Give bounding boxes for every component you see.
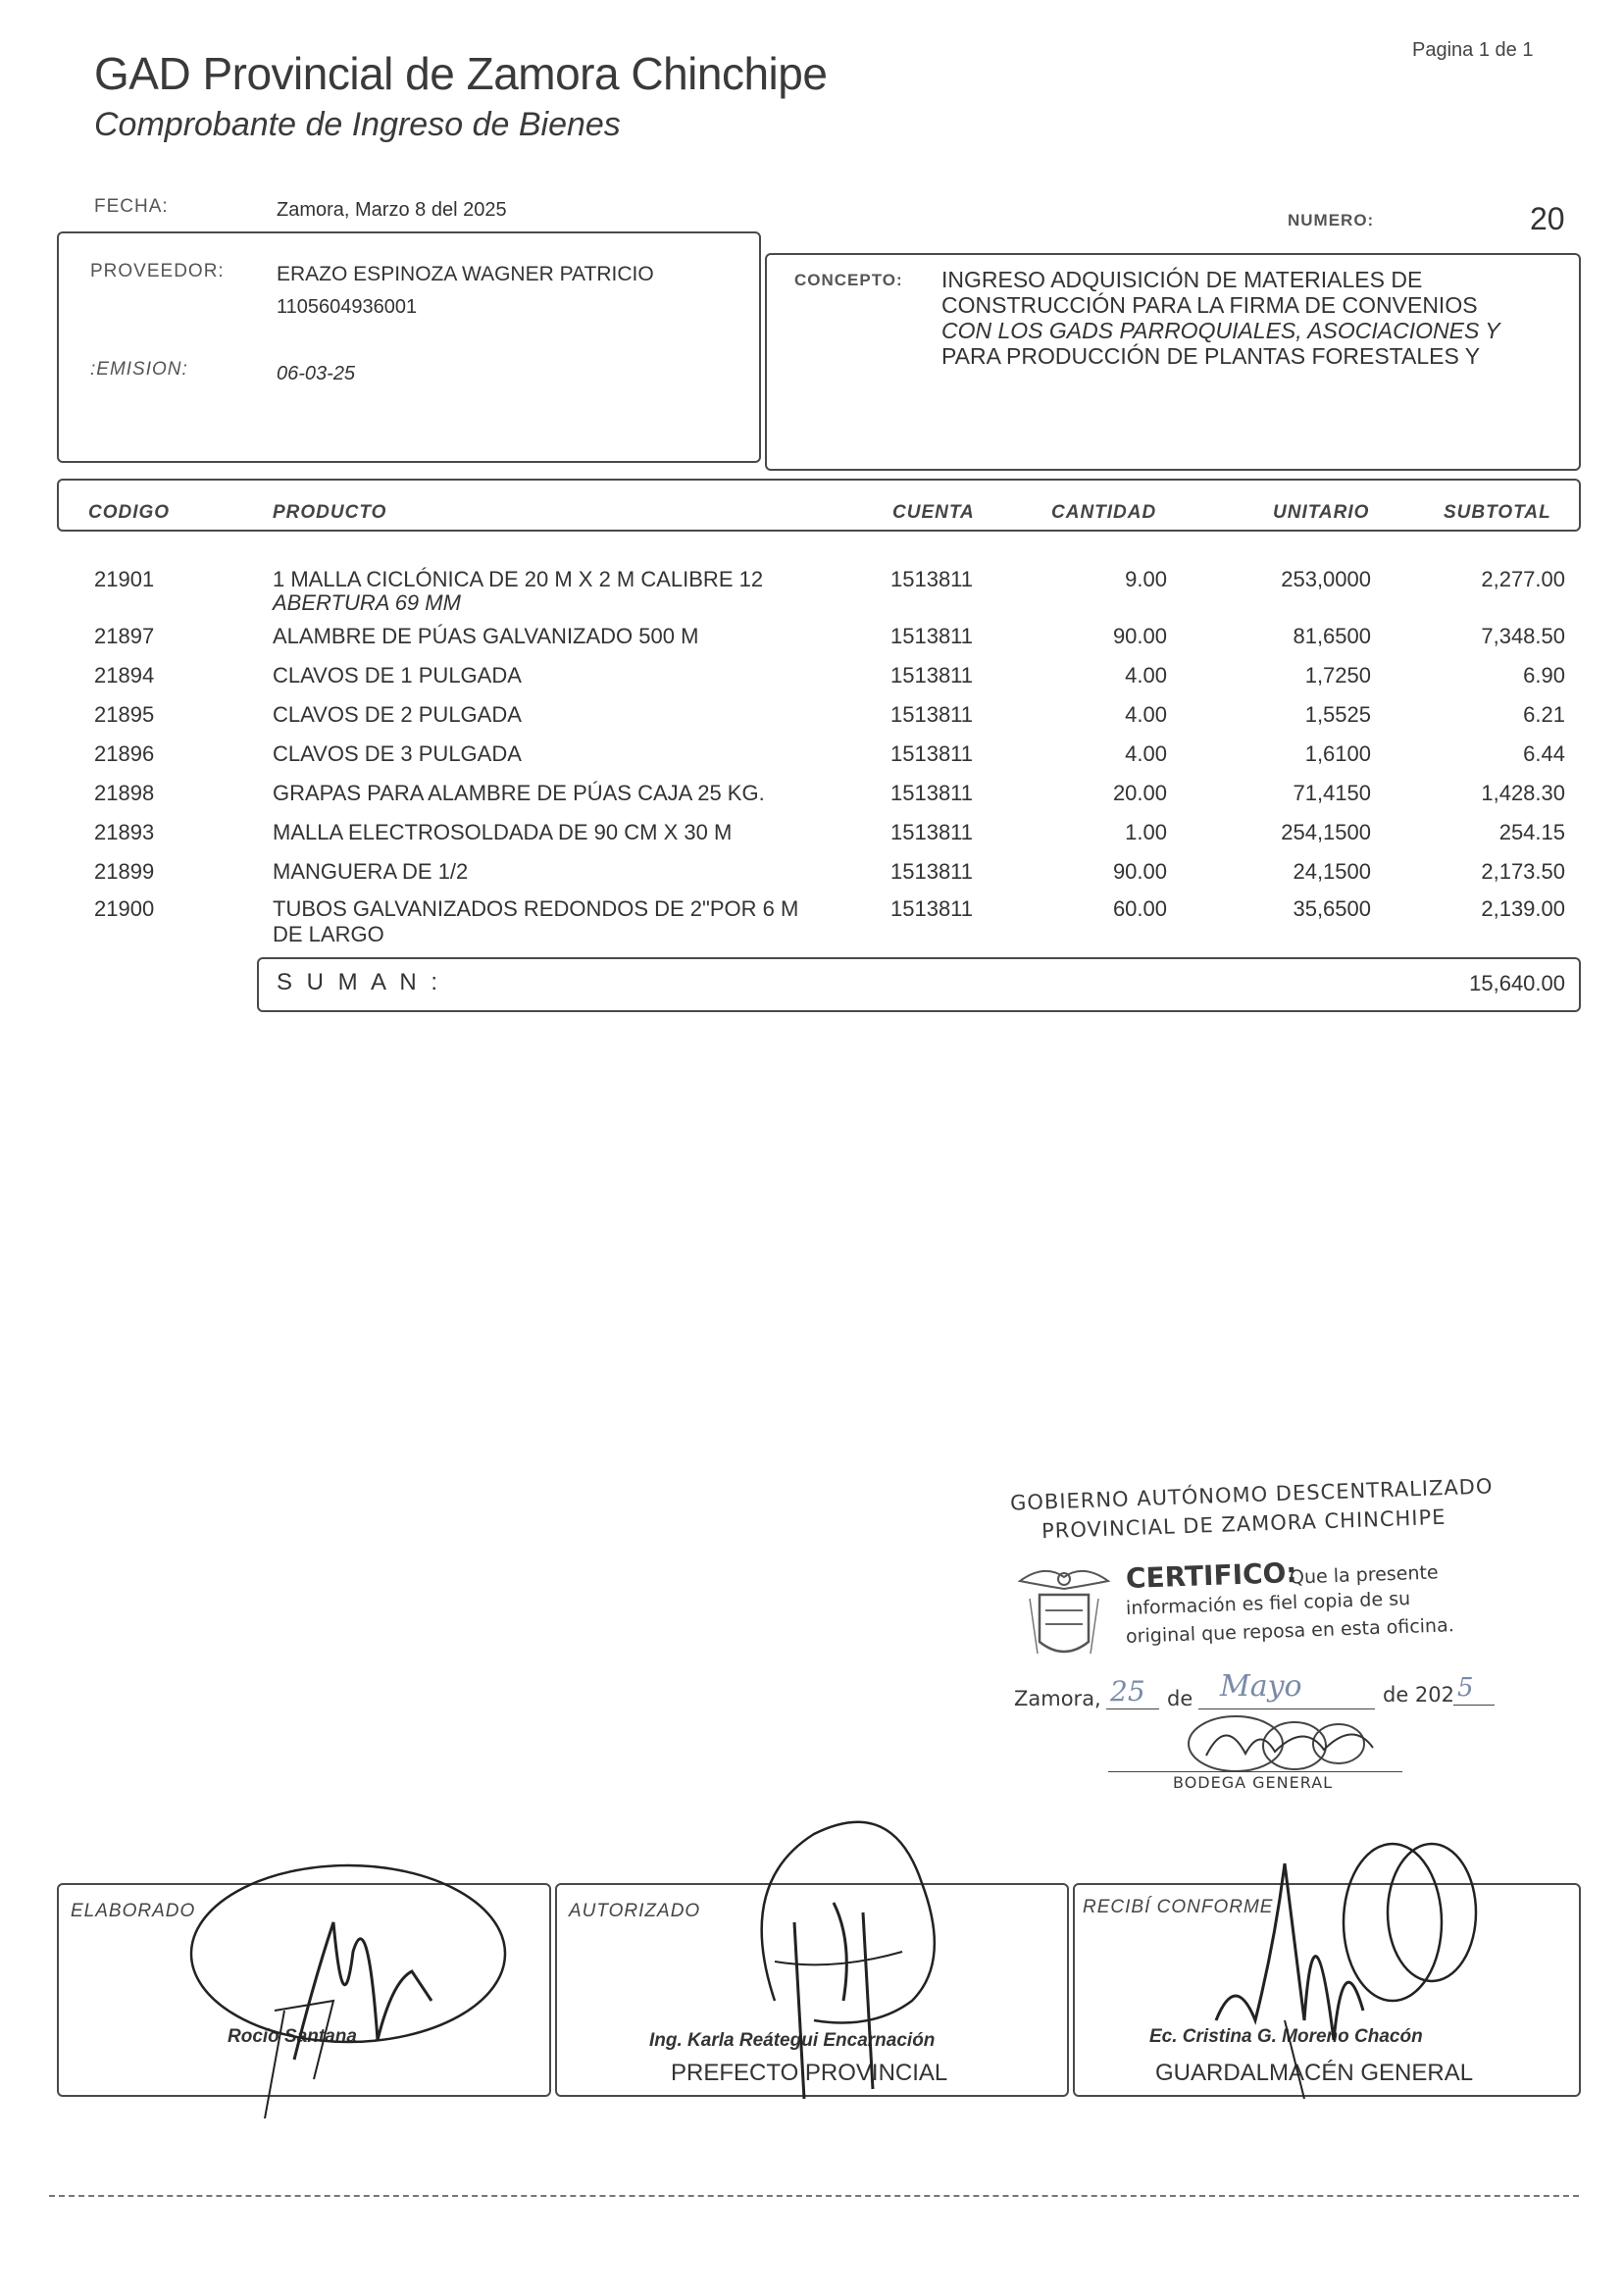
stamp-de1: de bbox=[1167, 1687, 1193, 1710]
row-codigo: 21901 bbox=[94, 567, 155, 591]
stamp-day: 25 bbox=[1110, 1675, 1145, 1708]
concepto-line: INGRESO ADQUISICIÓN DE MATERIALES DE bbox=[941, 267, 1423, 292]
row-cuenta: 1513811 bbox=[890, 820, 974, 844]
row-cuenta: 1513811 bbox=[890, 741, 974, 766]
organization-title: GAD Provincial de Zamora Chinchipe bbox=[94, 48, 828, 99]
concepto-line: CONSTRUCCIÓN PARA LA FIRMA DE CONVENIOS bbox=[941, 292, 1478, 318]
recibi-name: Ec. Cristina G. Moreno Chacón bbox=[1149, 2026, 1423, 2047]
emision-date: 06-03-25 bbox=[277, 363, 356, 384]
row-subtotal: 6.21 bbox=[1523, 702, 1565, 727]
stamp-text3: original que reposa en esta oficina. bbox=[1125, 1614, 1455, 1648]
proveedor-ruc: 1105604936001 bbox=[277, 296, 418, 318]
autorizado-role: PREFECTO PROVINCIAL bbox=[671, 2060, 948, 2086]
header-producto: PRODUCTO bbox=[273, 502, 387, 523]
table-row bbox=[0, 896, 1624, 946]
stamp-text1: Que la presente bbox=[1289, 1561, 1439, 1589]
row-producto: MALLA ELECTROSOLDADA DE 90 CM X 30 M bbox=[273, 820, 733, 844]
row-unitario: 1,5525 bbox=[1304, 702, 1371, 727]
stamp-year-digit: 5 bbox=[1457, 1673, 1474, 1703]
row-cantidad: 90.00 bbox=[1112, 859, 1167, 884]
row-cantidad: 9.00 bbox=[1125, 567, 1167, 591]
page-indicator: Pagina 1 de 1 bbox=[1412, 39, 1534, 61]
row-producto: GRAPAS PARA ALAMBRE DE PÚAS CAJA 25 KG. bbox=[273, 781, 765, 805]
row-codigo: 21899 bbox=[94, 859, 155, 884]
row-subtotal: 2,277.00 bbox=[1481, 567, 1565, 591]
stamp-dept: BODEGA GENERAL bbox=[1173, 1773, 1334, 1792]
header-cantidad: CANTIDAD bbox=[1051, 502, 1157, 523]
row-cantidad: 4.00 bbox=[1125, 741, 1167, 766]
row-cantidad: 4.00 bbox=[1125, 663, 1167, 688]
stamp-text2: información es fiel copia de su bbox=[1125, 1587, 1411, 1620]
stamp-de2: de 202 bbox=[1383, 1683, 1455, 1707]
table-row bbox=[0, 820, 1624, 859]
autorizado-label: AUTORIZADO bbox=[569, 1901, 701, 1921]
numero-label: NUMERO: bbox=[1288, 211, 1375, 229]
row-cuenta: 1513811 bbox=[890, 567, 974, 591]
row-codigo: 21898 bbox=[94, 781, 155, 805]
table-row bbox=[0, 663, 1624, 702]
concepto-text bbox=[941, 267, 1500, 369]
row-producto-cont: DE LARGO bbox=[273, 922, 384, 946]
recibi-label: RECIBÍ CONFORME bbox=[1083, 1897, 1274, 1917]
row-codigo: 21895 bbox=[94, 702, 155, 727]
row-unitario: 254,1500 bbox=[1281, 820, 1371, 844]
row-unitario: 1,7250 bbox=[1304, 663, 1371, 688]
row-producto-cont: ABERTURA 69 MM bbox=[273, 590, 461, 615]
row-codigo: 21893 bbox=[94, 820, 155, 844]
row-cantidad: 1.00 bbox=[1125, 820, 1167, 844]
row-codigo: 21896 bbox=[94, 741, 155, 766]
row-producto: CLAVOS DE 2 PULGADA bbox=[273, 702, 522, 727]
row-producto: TUBOS GALVANIZADOS REDONDOS DE 2"POR 6 M bbox=[273, 896, 799, 921]
emision-label: :EMISION: bbox=[90, 359, 188, 380]
row-producto: CLAVOS DE 3 PULGADA bbox=[273, 741, 522, 766]
suman-total: 15,640.00 bbox=[1469, 971, 1565, 995]
recibi-signature-icon bbox=[1196, 1824, 1491, 2109]
row-cuenta: 1513811 bbox=[890, 781, 974, 805]
concepto-line: PARA PRODUCCIÓN DE PLANTAS FORESTALES Y bbox=[941, 343, 1481, 369]
row-producto: ALAMBRE DE PÚAS GALVANIZADO 500 M bbox=[273, 624, 699, 648]
row-subtotal: 2,139.00 bbox=[1481, 896, 1565, 921]
proveedor-label: PROVEEDOR: bbox=[90, 261, 225, 281]
suman-label: S U M A N : bbox=[277, 969, 442, 995]
concepto-line: CON LOS GADS PARROQUIALES, ASOCIACIONES Y bbox=[941, 318, 1500, 343]
header-codigo: CODIGO bbox=[88, 502, 171, 523]
row-subtotal: 1,428.30 bbox=[1481, 781, 1565, 805]
row-cantidad: 90.00 bbox=[1112, 624, 1167, 648]
fecha-label: FECHA: bbox=[94, 196, 169, 217]
row-unitario: 253,0000 bbox=[1281, 567, 1371, 591]
row-unitario: 1,6100 bbox=[1304, 741, 1371, 766]
concepto-label: CONCEPTO: bbox=[794, 271, 903, 289]
recibi-role: GUARDALMACÉN GENERAL bbox=[1155, 2060, 1474, 2086]
document-title: Comprobante de Ingreso de Bienes bbox=[94, 106, 621, 143]
row-cantidad: 4.00 bbox=[1125, 702, 1167, 727]
row-subtotal: 2,173.50 bbox=[1481, 859, 1565, 884]
header-subtotal: SUBTOTAL bbox=[1444, 502, 1551, 523]
header-unitario: UNITARIO bbox=[1273, 502, 1370, 523]
row-cuenta: 1513811 bbox=[890, 896, 974, 921]
row-producto: CLAVOS DE 1 PULGADA bbox=[273, 663, 522, 688]
stamp-line2: PROVINCIAL DE ZAMORA CHINCHIPE bbox=[1040, 1504, 1446, 1544]
coat-of-arms-icon bbox=[1010, 1559, 1118, 1677]
table-row bbox=[0, 702, 1624, 741]
row-codigo: 21897 bbox=[94, 624, 155, 648]
row-unitario: 71,4150 bbox=[1293, 781, 1371, 805]
row-cuenta: 1513811 bbox=[890, 702, 974, 727]
stamp-month: Mayo bbox=[1220, 1669, 1302, 1704]
header-cuenta: CUENTA bbox=[892, 502, 975, 523]
row-subtotal: 6.90 bbox=[1523, 663, 1565, 688]
row-subtotal: 7,348.50 bbox=[1481, 624, 1565, 648]
row-cuenta: 1513811 bbox=[890, 859, 974, 884]
row-producto: MANGUERA DE 1/2 bbox=[273, 859, 469, 884]
row-cuenta: 1513811 bbox=[890, 663, 974, 688]
autorizado-signature-icon bbox=[716, 1805, 981, 2109]
proveedor-name: ERAZO ESPINOZA WAGNER PATRICIO bbox=[277, 263, 654, 285]
row-producto: 1 MALLA CICLÓNICA DE 20 M X 2 M CALIBRE 12 bbox=[273, 567, 764, 591]
elaborado-label: ELABORADO bbox=[71, 1901, 196, 1921]
bottom-divider bbox=[49, 2195, 1579, 2197]
stamp-year-line bbox=[1453, 1705, 1495, 1706]
stamp-certifico: CERTIFICO: bbox=[1125, 1555, 1298, 1596]
row-cuenta: 1513811 bbox=[890, 624, 974, 648]
elaborado-name: Rocío Santana bbox=[228, 2026, 357, 2047]
stamp-city: Zamora, bbox=[1014, 1687, 1101, 1710]
fecha-value: Zamora, Marzo 8 del 2025 bbox=[277, 199, 507, 221]
table-row bbox=[0, 567, 1624, 615]
row-cantidad: 20.00 bbox=[1112, 781, 1167, 805]
bodega-signature-line bbox=[1108, 1771, 1402, 1772]
elaborado-signature-icon bbox=[186, 1863, 530, 2118]
row-unitario: 35,6500 bbox=[1293, 896, 1371, 921]
table-row bbox=[0, 859, 1624, 898]
table-row bbox=[0, 741, 1624, 781]
table-row bbox=[0, 624, 1624, 663]
row-unitario: 81,6500 bbox=[1293, 624, 1371, 648]
row-codigo: 21900 bbox=[94, 896, 155, 921]
row-unitario: 24,1500 bbox=[1293, 859, 1371, 884]
stamp-line1: GOBIERNO AUTÓNOMO DESCENTRALIZADO bbox=[1009, 1474, 1494, 1515]
autorizado-name: Ing. Karla Reátegui Encarnación bbox=[649, 2030, 936, 2051]
row-codigo: 21894 bbox=[94, 663, 155, 688]
numero-value: 20 bbox=[1530, 201, 1565, 236]
row-cantidad: 60.00 bbox=[1112, 896, 1167, 921]
row-subtotal: 6.44 bbox=[1523, 741, 1565, 766]
row-subtotal: 254.15 bbox=[1498, 820, 1565, 844]
stamp-day-line bbox=[1106, 1708, 1159, 1709]
table-row bbox=[0, 781, 1624, 820]
